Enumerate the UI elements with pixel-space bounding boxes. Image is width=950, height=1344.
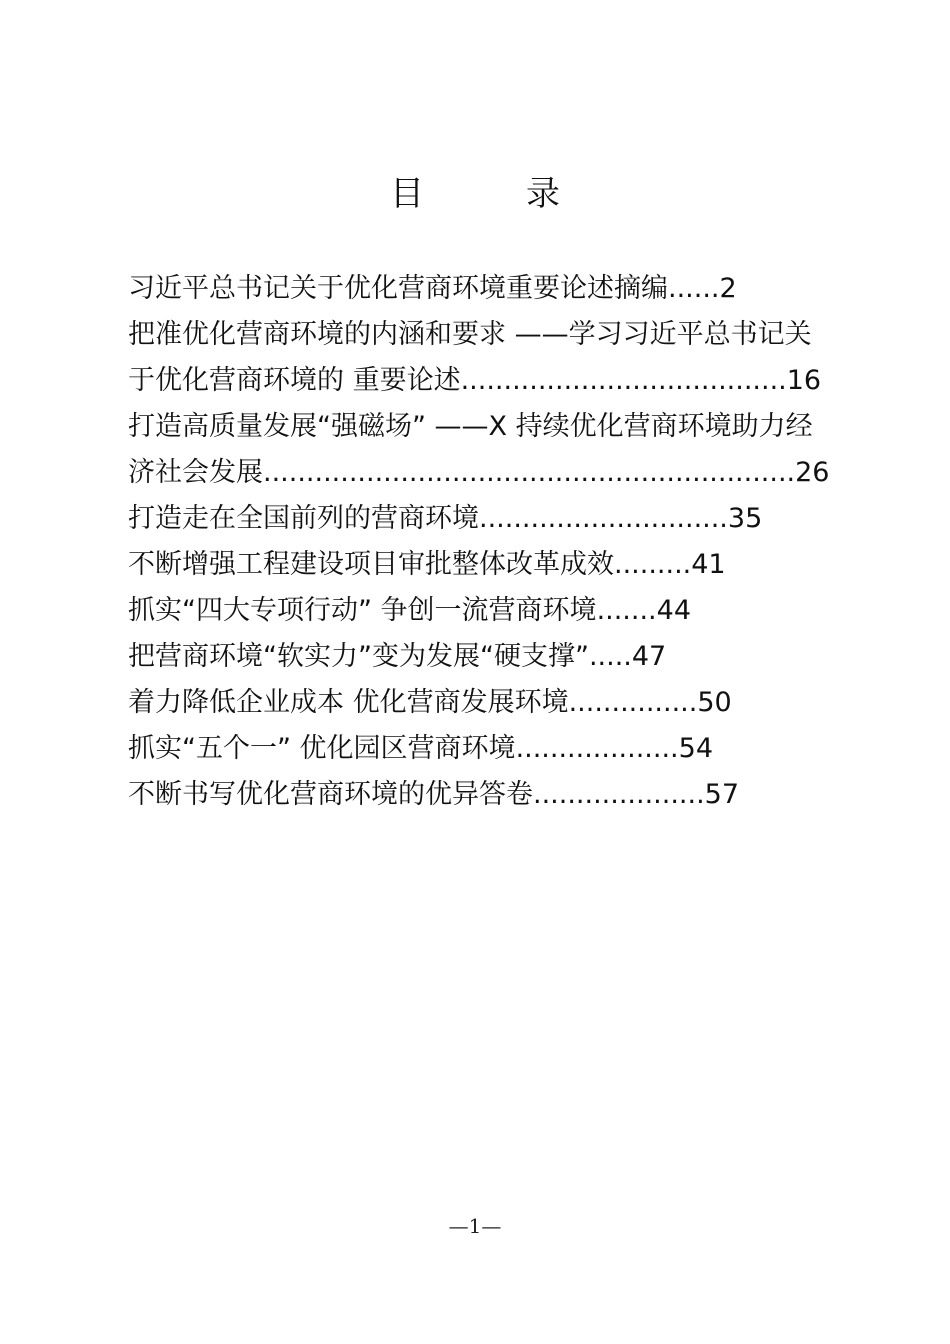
toc-entry-title: 抓实“四大专项行动” 争创一流营商环境 xyxy=(128,595,597,626)
toc-entry[interactable] xyxy=(128,266,836,312)
toc-entry[interactable] xyxy=(128,726,836,772)
toc-entry-title: 不断增强工程建设项目审批整体改革成效 xyxy=(128,549,614,580)
toc-entry-title: 把营商环境“软实力”变为发展“硬支撑” xyxy=(128,641,589,672)
toc-leader-dots: .............................................................. xyxy=(263,457,796,488)
toc-entry[interactable] xyxy=(128,772,836,818)
toc-page-number: 47 xyxy=(631,641,667,672)
toc-leader-dots: ..... xyxy=(588,641,632,672)
toc-entry-title: 习近平总书记关于优化营商环境重要论述摘编 xyxy=(128,273,668,304)
toc-entry-title: 把准优化营商环境的内涵和要求 ——学习习近平总书记关于优化营商环境的 重要论述 xyxy=(128,319,812,396)
page-title: 目 录 xyxy=(390,174,594,214)
toc-page-number: 57 xyxy=(704,779,740,810)
toc-entry[interactable] xyxy=(128,496,836,542)
toc-leader-dots: ............................. xyxy=(479,503,728,534)
toc-leader-dots: ....... xyxy=(596,595,657,626)
toc-page-number: 54 xyxy=(678,733,713,764)
toc-page-number: 50 xyxy=(697,687,732,718)
toc-entry-title: 打造高质量发展“强磁场” ——X 持续优化营商环境助力经济社会发展 xyxy=(128,411,813,488)
toc-entry-title: 着力降低企业成本 优化营商发展环境 xyxy=(128,687,569,718)
toc-entry[interactable] xyxy=(128,588,836,634)
toc-entry-title: 不断书写优化营商环境的优异答卷 xyxy=(128,779,533,810)
toc-entry-title: 打造走在全国前列的营商环境 xyxy=(128,503,479,534)
toc-entry[interactable] xyxy=(128,542,836,588)
toc-leader-dots: ................... xyxy=(515,733,679,764)
toc-leader-dots: ...... xyxy=(668,273,720,304)
toc-entry[interactable] xyxy=(128,634,836,680)
toc-page-number: 41 xyxy=(691,549,726,580)
page-number-footer: —1— xyxy=(448,1214,502,1238)
toc-page-number: 2 xyxy=(719,273,737,304)
toc-page-number: 26 xyxy=(795,457,830,488)
toc-leader-dots: .................... xyxy=(533,779,705,810)
table-of-contents xyxy=(128,266,836,818)
toc-page-number: 44 xyxy=(656,595,691,626)
toc-entry-title: 抓实“五个一” 优化园区营商环境 xyxy=(128,733,516,764)
toc-entry[interactable] xyxy=(128,680,836,726)
toc-entry[interactable] xyxy=(128,404,836,496)
toc-leader-dots: ......... xyxy=(614,549,692,580)
toc-leader-dots: ...................................... xyxy=(460,365,787,396)
toc-page-number: 16 xyxy=(786,365,822,396)
toc-leader-dots: ............... xyxy=(568,687,698,718)
toc-page-number: 35 xyxy=(727,503,763,534)
toc-entry[interactable] xyxy=(128,312,836,404)
